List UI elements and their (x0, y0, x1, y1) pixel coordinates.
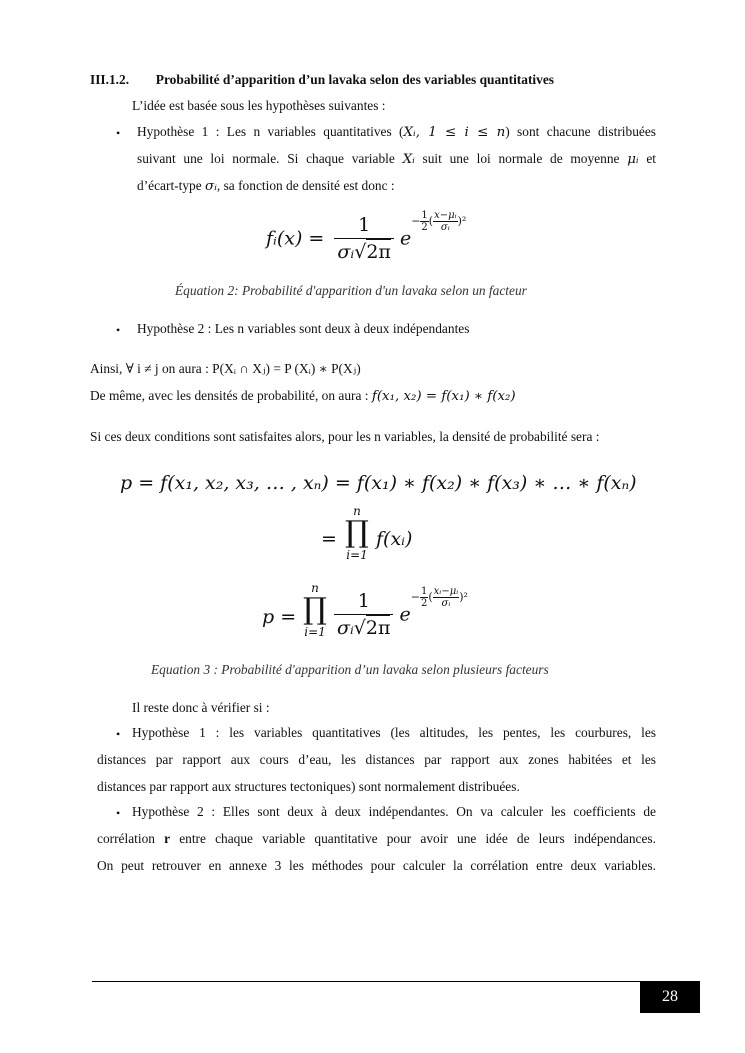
eq2-exp-frac-den: σᵢ (440, 222, 450, 233)
check1-line1: Hypothèse 1 : les variables quantitatives (les altitudes, les pentes, les courbures, les (132, 725, 656, 740)
check2-line2-text-b: entre chaque variable quantitative pour avoir une idée de leurs indépendances. (179, 831, 656, 846)
eq3-fraction (334, 590, 393, 639)
eq2-exp-half-den: 2 (421, 222, 428, 233)
eq3-den-sigma: σᵢ (337, 617, 354, 639)
eq3-prod-lower: i=1 (346, 548, 368, 562)
eq2-exp-frac (433, 210, 458, 233)
eq3-exp-half-den: 2 (421, 598, 428, 609)
eq2-exp-close: )² (457, 214, 467, 228)
eq2-den-sigma: σᵢ (337, 241, 355, 263)
hyp1-line1 (137, 125, 656, 139)
hyp1-line2-text-c: et (646, 151, 656, 166)
equation-3-line2-eq: = (321, 528, 337, 550)
hyp1-line3-text-b: , sa fonction de densité est donc : (216, 178, 395, 193)
check2-line2 (97, 832, 656, 845)
de-meme-math: f(x₁, x₂) = f(x₁) ∗ f(x₂) (371, 389, 516, 404)
equation-2-caption: Équation 2: Probabilité d'apparition d'un lavaka selon un facteur (175, 283, 527, 298)
eq2-exp-half (420, 210, 428, 233)
hyp1-line1-math: Xᵢ, 1 ≤ i ≤ n (403, 125, 506, 140)
eq3-exponent (411, 586, 468, 609)
eq2-lhs: fᵢ(x) = (266, 227, 325, 250)
equation-3-line3-rhs (334, 586, 468, 639)
eq3-prod2-lower: i=1 (304, 625, 326, 639)
eq2-exponent (411, 210, 466, 233)
eq3-exp-frac-num: xᵢ−μᵢ (433, 586, 459, 597)
eq2-fraction (334, 214, 393, 263)
hyp1-line2-text-a: suivant une loi normale. Si chaque variable (137, 151, 395, 166)
hyp1-line2-math2: μᵢ (627, 152, 639, 167)
de-meme-line (90, 389, 516, 403)
eq3-prod-symbol: ∏ (345, 515, 369, 550)
eq2-denominator: σᵢ√2π (337, 241, 391, 263)
page-number: 28 (640, 981, 700, 1013)
si-ces-line: Si ces deux conditions sont satisfaites alors, pour les n variables, la densité de probabilité sera : (90, 429, 600, 444)
check1-line2: distances par rapport aux cours d’eau, les distances par rapport aux zones habitées et les (97, 752, 656, 767)
eq2-den-root: 2π (366, 241, 391, 263)
hyp1-line1-text-b: ) sont chacune distribuées (505, 124, 656, 139)
eq2-numerator: 1 (334, 214, 393, 239)
eq3-exp-minus: − (410, 590, 420, 604)
eq2-exp-half-num: 1 (421, 210, 428, 221)
section-heading (90, 72, 554, 88)
bullet-check1: • (116, 727, 121, 741)
eq2-e: e (399, 227, 412, 250)
eq3-prod-upper: n (353, 504, 361, 518)
check2-line1: Hypothèse 2 : Elles sont deux à deux indépendantes. On va calculer les coefficients de (132, 804, 656, 819)
equation-3-line3-lhs: p = (262, 606, 297, 628)
eq2-exp-minus: − (411, 214, 421, 228)
eq2-exp-open: ( (428, 214, 434, 228)
equation-3-product-2 (298, 581, 332, 639)
hyp1-line1-text-a: Hypothèse 1 : Les n variables quantitatives ( (137, 124, 404, 139)
section-title: Probabilité d’apparition d’un lavaka selon des variables quantitatives (155, 72, 554, 87)
check2-line3: On peut retrouver en annexe 3 les méthodes pour calculer la corrélation entre deux variables. (97, 858, 656, 873)
bullet-hyp2: • (116, 323, 121, 337)
hyp1-line3-text-a: d’écart-type (137, 178, 202, 193)
eq3-exp-frac (433, 586, 460, 609)
bullet-hyp1: • (116, 126, 121, 140)
section-number: III.1.2. (90, 72, 130, 87)
eq3-numerator: 1 (334, 590, 393, 615)
footer-rule (92, 981, 640, 982)
eq3-den-root: 2π (365, 617, 391, 639)
bullet-check2: • (116, 806, 121, 820)
eq3-prod2-upper: n (311, 581, 319, 595)
eq3-exp-open: ( (428, 590, 433, 604)
eq3-exp-frac-den: σᵢ (441, 598, 451, 609)
reste-line: Il reste donc à vérifier si : (132, 700, 270, 715)
check2-line2-text-a: corrélation (97, 831, 155, 846)
eq3-exp-close: )² (459, 590, 468, 604)
hyp1-line2-text-b: suit une loi normale de moyenne (422, 151, 620, 166)
hyp2-text: Hypothèse 2 : Les n variables sont deux à deux indépendantes (137, 321, 470, 336)
equation-2 (266, 210, 467, 263)
hyp1-line3 (137, 179, 395, 193)
eq3-exp-half-num: 1 (421, 586, 428, 597)
eq2-exp-frac-num: x−μᵢ (434, 210, 457, 221)
equation-3-line2-rhs: f(xᵢ) (376, 528, 413, 550)
eq3-prod2-symbol: ∏ (303, 592, 327, 627)
hyp1-line2-math1: Xᵢ (402, 152, 415, 167)
equation-3-product-1 (340, 504, 374, 562)
check1-line3: distances par rapport aux structures tectoniques) sont normalement distribuées. (97, 779, 520, 794)
hyp1-line3-math: σᵢ (205, 179, 217, 194)
check2-line2-bold-r: r (164, 831, 171, 846)
hyp1-line2 (137, 152, 656, 166)
equation-3-line1: p = f(x₁, x₂, x₃, … , xₙ) = f(x₁) ∗ f(x₂) ∗ f(x₃) ∗ … ∗ f(xₙ) (120, 472, 637, 494)
equation-3-caption: Equation 3 : Probabilité d'apparition d’un lavaka selon plusieurs facteurs (151, 662, 549, 677)
eq3-e: e (399, 603, 411, 626)
intro-paragraph: L’idée est basée sous les hypothèses suivantes : (132, 98, 386, 113)
de-meme-text: De même, avec les densités de probabilité, on aura : (90, 388, 369, 403)
ainsi-line: Ainsi, ∀ i ≠ j on aura : P(Xᵢ ∩ Xⱼ) = P (Xᵢ) ∗ P(Xⱼ) (90, 361, 361, 376)
eq3-denominator: σᵢ√2π (337, 617, 391, 639)
